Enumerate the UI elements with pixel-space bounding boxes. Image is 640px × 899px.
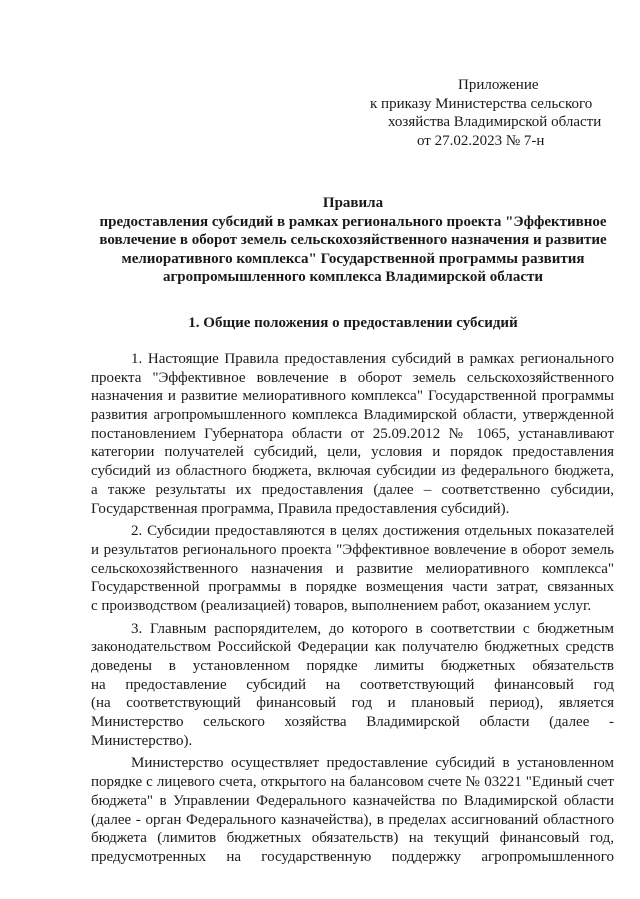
text-line: с производством (реализацией) товаров, выполнением работ, оказанием услуг.	[91, 597, 592, 614]
appendix-header	[340, 76, 620, 150]
text-line: доведены в установленном порядке лимиты бюджетных обязательств	[91, 658, 614, 674]
appendix-ministry: хозяйства Владимирской области	[388, 114, 602, 130]
title-line: предоставления субсидий в рамках регионального проекта "Эффективное	[99, 213, 607, 230]
title-line: мелиоративного комплекса" Государственной программы развития	[121, 250, 585, 267]
paragraph-1	[91, 350, 614, 518]
text-line: Министерство сельского хозяйства Владимирской области (далее -	[91, 714, 614, 731]
text-line: постановлением Губернатора области от 25.09.2012 № 1065, устанавливают	[91, 425, 614, 442]
appendix-date-number: от 27.02.2023 № 7-н	[417, 132, 545, 149]
title-line: Правила	[322, 195, 384, 211]
text-line: предусмотренных на государственную поддержку агропромышленного	[91, 848, 614, 865]
text-line: на предоставление субсидий на соответствующий финансовый год	[91, 676, 614, 693]
text-line: Государственной программы в порядке возмещения части затрат, связанных	[91, 579, 614, 596]
text-line: 1. Настоящие Правила предоставления субсидий в рамках регионального	[131, 351, 614, 367]
paragraph-4	[91, 754, 614, 866]
text-line: (далее - орган Федерального казначейства), в пределах ассигнований областного	[91, 811, 614, 828]
text-line: порядке с лицевого счета, открытого на балансовом счете № 03221 "Единый счет	[91, 774, 614, 791]
text-line: Министерство).	[91, 732, 193, 749]
text-line: бюджета" в Управлении Федерального казначейства по Владимирской области	[91, 792, 614, 809]
text-line: субсидий из областного бюджета, включая субсидии из федерального бюджета,	[91, 463, 614, 480]
text-line: 2. Субсидии предоставляются в целях достижения отдельных показателей	[131, 523, 614, 540]
title-line: вовлечение в оборот земель сельскохозяйственного назначения и развитие	[99, 232, 607, 248]
text-line: Министерство осуществляет предоставление субсидий в установленном	[131, 755, 614, 772]
document-title	[88, 194, 618, 287]
appendix-order-ref: к приказу Министерства сельского	[370, 95, 593, 112]
text-line: а также результаты их предоставления (далее – соответственно субсидии,	[91, 481, 614, 498]
text-line: сельскохозяйственного назначения и развитие мелиоративного комплекса"	[91, 560, 614, 577]
paragraph-3	[91, 620, 614, 751]
paragraph-2	[91, 522, 614, 615]
appendix-label: Приложение	[458, 77, 539, 93]
text-line: (на соответствующий финансовый год и плановый период), является	[91, 695, 614, 712]
text-line: и результатов регионального проекта "Эффективное вовлечение в оборот земель	[91, 541, 614, 558]
title-line: агропромышленного комплекса Владимирской области	[162, 269, 543, 285]
text-line: Государственная программа, Правила предоставления субсидий).	[91, 500, 510, 517]
section-heading: 1. Общие положения о предоставлении субсидий	[188, 315, 518, 331]
text-line: категории получателей субсидий, цели, условия и порядок предоставления	[91, 444, 614, 461]
text-line: проекта "Эффективное вовлечение в оборот земель сельскохозяйственного	[91, 369, 614, 386]
document-body	[91, 350, 614, 871]
text-line: законодательством Российской Федерации как получателю бюджетных средств	[91, 639, 614, 656]
text-line: назначения и развитие мелиоративного комплекса" Государственной программы	[91, 388, 614, 405]
text-line: 3. Главным распорядителем, до которого в соответствии с бюджетным	[131, 620, 614, 637]
text-line: бюджета (лимитов бюджетных обязательств) на текущий финансовый год,	[91, 830, 614, 847]
text-line: развития агропромышленного комплекса Владимирской области, утвержденной	[91, 407, 614, 424]
